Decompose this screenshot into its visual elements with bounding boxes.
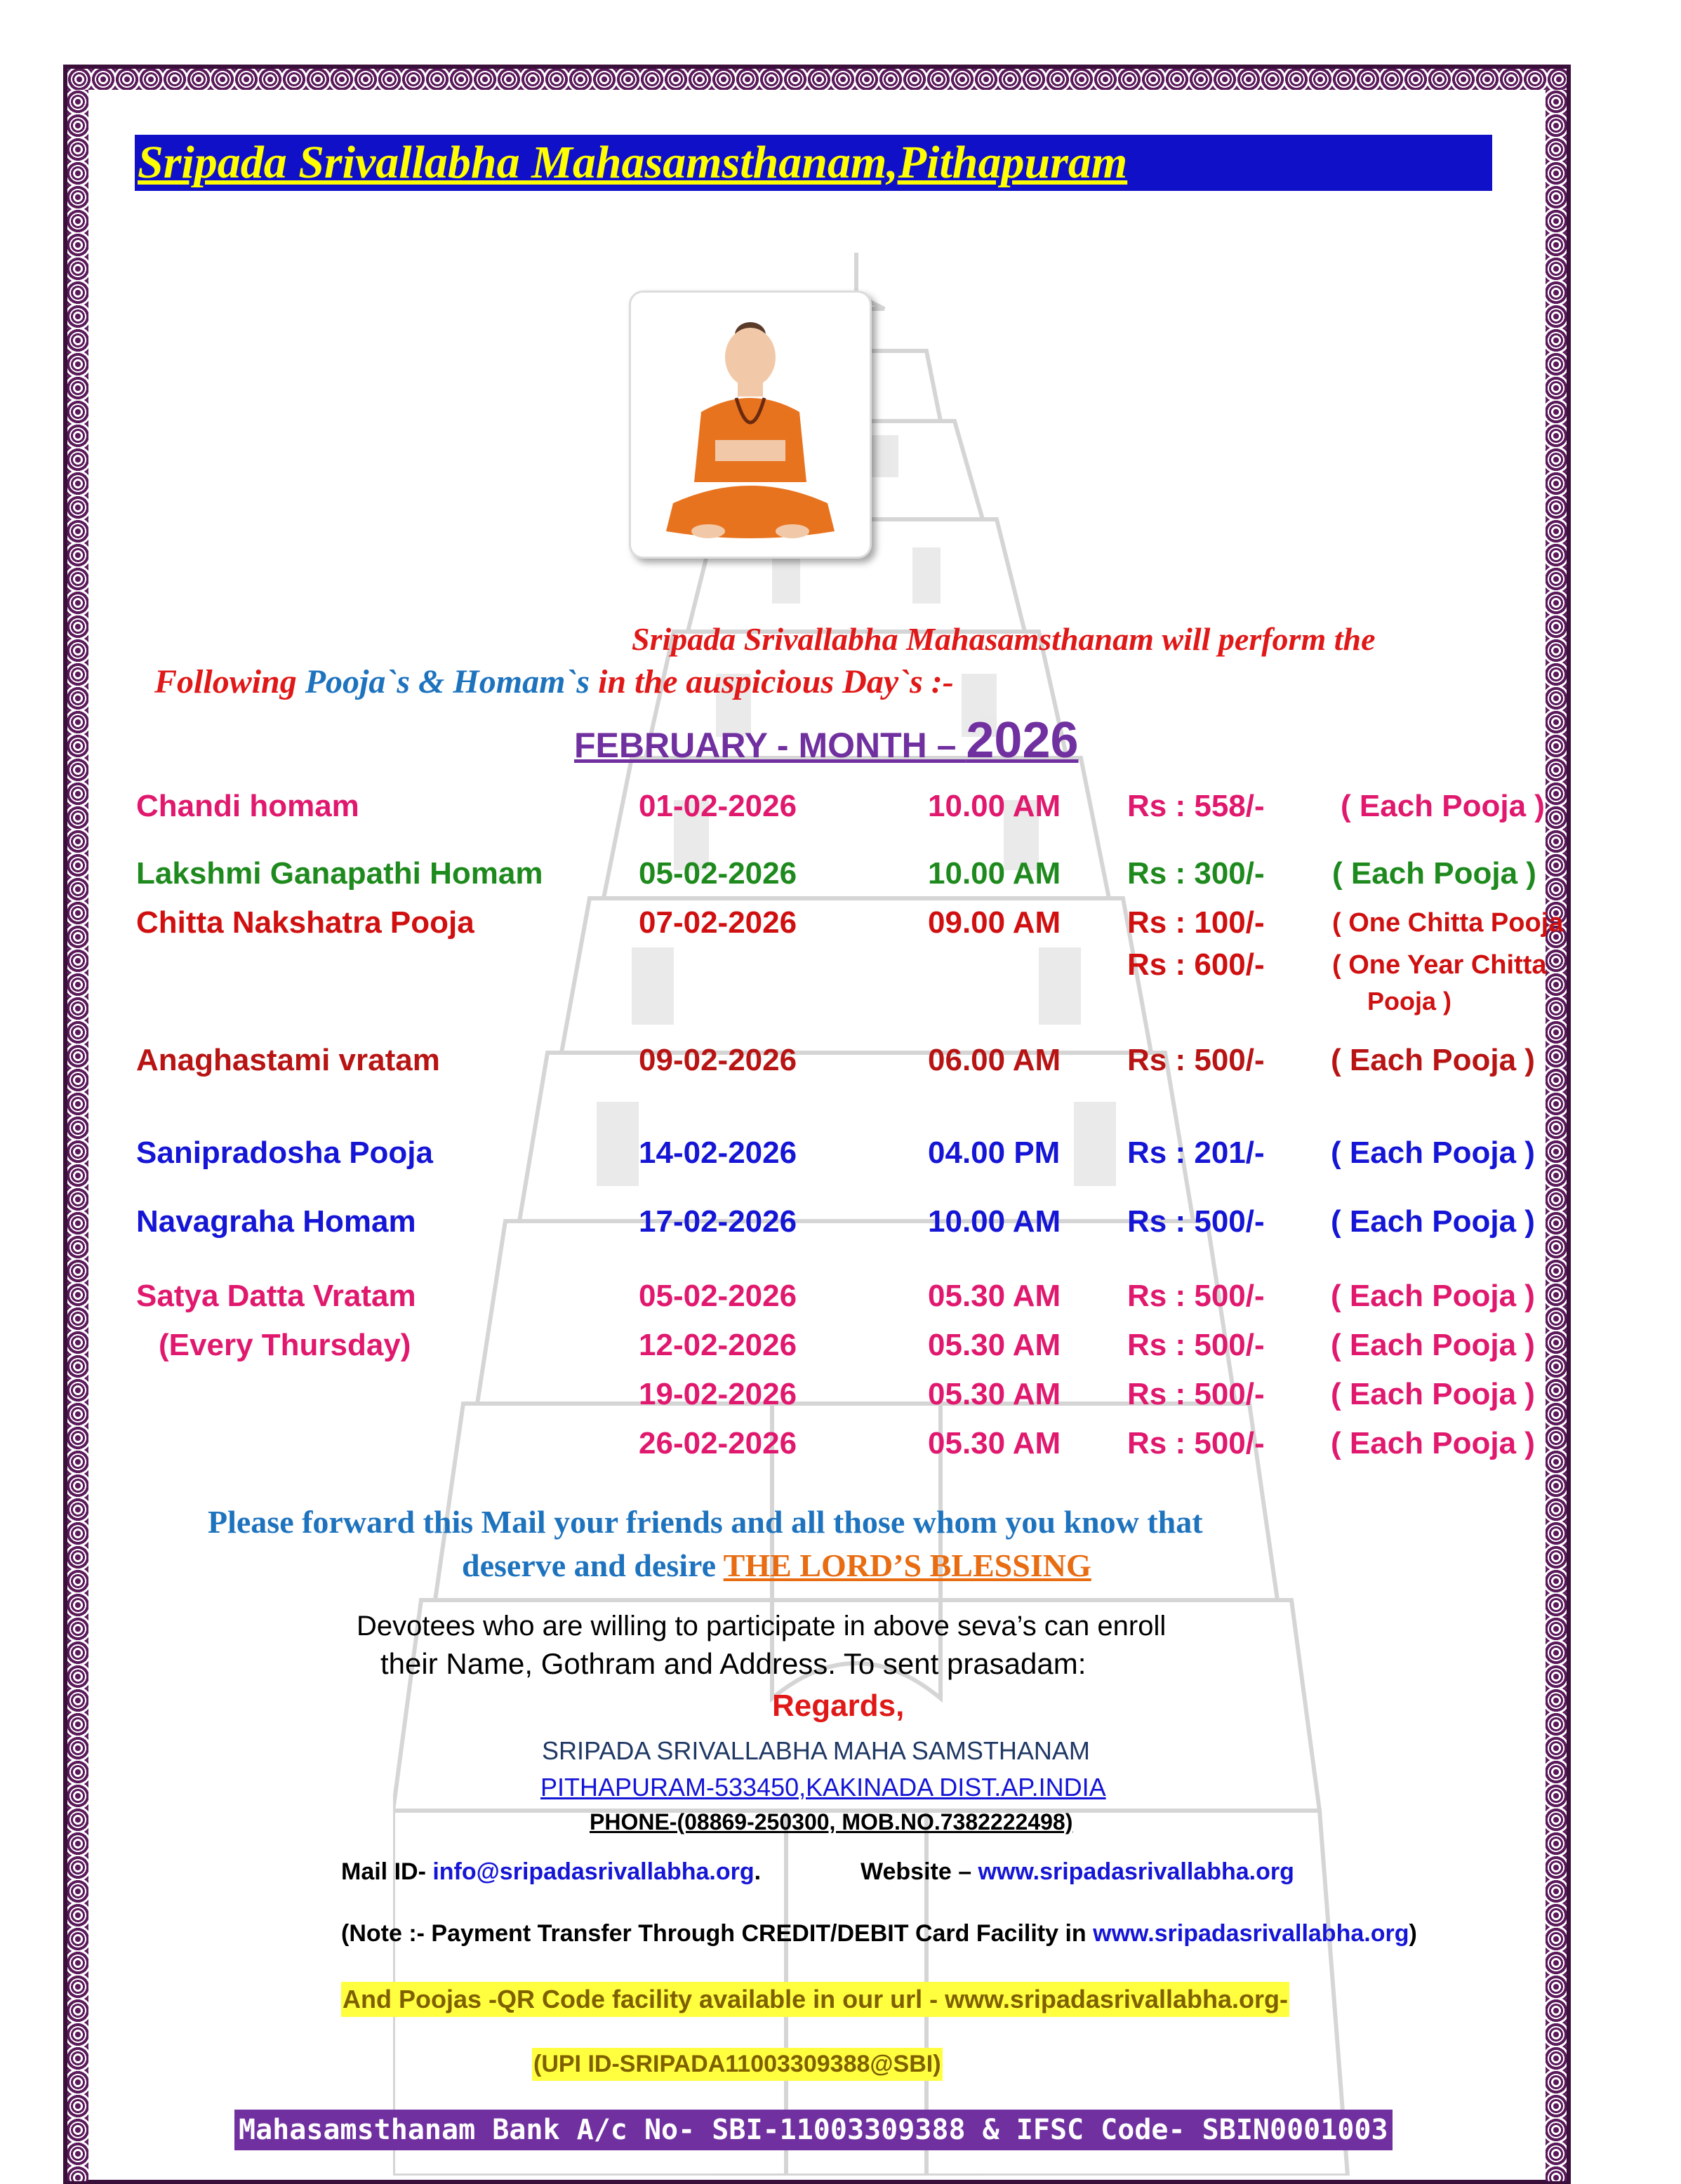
pooja-note: ( Each Pooja ) <box>1332 856 1536 891</box>
devotees-line-2: their Name, Gothram and Address. To sent prasadam: <box>380 1647 1087 1680</box>
schedule-row <box>136 1328 1540 1370</box>
pooja-date: 19-02-2026 <box>639 1377 797 1411</box>
payment-note-link[interactable]: www.sripadasrivallabha.org <box>1093 1920 1409 1947</box>
intro-poojas-homams: Pooja`s & Homam`s <box>305 663 599 700</box>
mail-line <box>341 1858 761 1886</box>
pooja-note: ( Each Pooja ) <box>1331 1426 1535 1460</box>
pooja-time: 10.00 AM <box>928 789 1061 823</box>
schedule-row <box>136 856 1540 898</box>
forward-deserve: deserve and desire <box>462 1547 724 1583</box>
pooja-note: ( Each Pooja ) <box>1331 1043 1535 1077</box>
pooja-price: Rs : 500/- <box>1127 1426 1265 1460</box>
border-pattern-left <box>67 90 88 2181</box>
border-pattern-right <box>1546 90 1567 2181</box>
forward-line-2 <box>208 1544 1485 1587</box>
lords-blessing-link[interactable]: THE LORD’S BLESSING <box>723 1547 1091 1583</box>
pooja-note: ( Each Pooja ) <box>1331 1279 1535 1313</box>
pooja-time: 05.30 AM <box>928 1328 1061 1362</box>
month-label: FEBRUARY - MONTH – <box>574 726 966 765</box>
schedule-row <box>136 1426 1540 1468</box>
pooja-time: 09.00 AM <box>928 905 1061 940</box>
website-line <box>861 1858 1294 1886</box>
pooja-name: Anaghastami vratam <box>136 1043 440 1077</box>
pooja-date: 05-02-2026 <box>639 1279 797 1313</box>
pooja-name: Lakshmi Ganapathi Homam <box>136 856 543 891</box>
pooja-name: (Every Thursday) <box>159 1328 411 1362</box>
pooja-date: 07-02-2026 <box>639 905 797 940</box>
pooja-price: Rs : 300/- <box>1127 856 1265 891</box>
mail-link[interactable]: info@sripadasrivallabha.org <box>432 1858 755 1885</box>
pooja-price: Rs : 500/- <box>1127 1043 1265 1077</box>
schedule-row <box>136 987 1540 1029</box>
page-title: Sripada Srivallabha Mahasamsthanam,Pithapuram <box>135 135 1492 191</box>
schedule-row <box>136 1136 1540 1178</box>
intro-line-1: Sripada Srivallabha Mahasamsthanam will perform the <box>632 621 1376 657</box>
mail-suffix: . <box>754 1858 762 1885</box>
pooja-date: 01-02-2026 <box>639 789 797 823</box>
pooja-date: 12-02-2026 <box>639 1328 797 1362</box>
pooja-note: ( Each Pooja ) <box>1341 789 1545 823</box>
website-label: Website – <box>861 1858 978 1885</box>
organization-phone: PHONE-(08869-250300, MOB.NO.7382222498) <box>590 1809 1073 1835</box>
pooja-date: 14-02-2026 <box>639 1136 797 1170</box>
border-pattern-top <box>67 69 1567 90</box>
website-link[interactable]: www.sripadasrivallabha.org <box>978 1858 1294 1885</box>
pooja-date: 26-02-2026 <box>639 1426 797 1460</box>
schedule-row <box>136 1279 1540 1321</box>
pooja-price: Rs : 558/- <box>1127 789 1265 823</box>
qr-code-note: And Poojas -QR Code facility available in our url - www.sripadasrivallabha.org- <box>341 1982 1289 2017</box>
intro-auspicious-days: in the auspicious Day`s :- <box>598 663 954 700</box>
pooja-date: 17-02-2026 <box>639 1204 797 1239</box>
regards: Regards, <box>772 1689 905 1723</box>
pooja-date: 05-02-2026 <box>639 856 797 891</box>
pooja-note: ( Each Pooja ) <box>1331 1136 1535 1170</box>
pooja-price: Rs : 500/- <box>1127 1377 1265 1411</box>
month-year: 2026 <box>966 712 1079 768</box>
pooja-time: 04.00 PM <box>928 1136 1061 1170</box>
pooja-price: Rs : 500/- <box>1127 1328 1265 1362</box>
pooja-price: Rs : 500/- <box>1127 1204 1265 1239</box>
payment-note-suffix: ) <box>1409 1920 1417 1947</box>
pooja-date: 09-02-2026 <box>639 1043 797 1077</box>
upi-id-note: (UPI ID-SRIPADA11003309388@SBI) <box>532 2048 943 2081</box>
organization-name: SRIPADA SRIVALLABHA MAHA SAMSTHANAM <box>542 1736 1090 1765</box>
intro-following: Following <box>154 663 305 700</box>
pooja-note: ( Each Pooja ) <box>1331 1204 1535 1239</box>
schedule-row <box>136 1043 1540 1085</box>
intro-line-2 <box>154 662 1137 701</box>
forward-message <box>208 1500 1485 1587</box>
deity-photo <box>629 291 872 559</box>
pooja-note: Pooja ) <box>1367 987 1452 1016</box>
mail-label: Mail ID- <box>341 1858 433 1885</box>
pooja-note: ( Each Pooja ) <box>1331 1328 1535 1362</box>
pooja-note: ( One Year Chitta <box>1332 950 1547 980</box>
pooja-price: Rs : 100/- <box>1127 905 1265 940</box>
payment-note <box>341 1920 1417 1947</box>
seated-guru-image <box>631 293 870 557</box>
pooja-time: 05.30 AM <box>928 1426 1061 1460</box>
forward-line-1: Please forward this Mail your friends and all those whom you know that <box>208 1504 1203 1540</box>
organization-address[interactable]: PITHAPURAM-533450,KAKINADA DIST.AP.INDIA <box>540 1773 1106 1802</box>
devotees-note <box>357 1607 1269 1683</box>
pooja-time: 10.00 AM <box>928 856 1061 891</box>
pooja-name: Sanipradosha Pooja <box>136 1136 433 1170</box>
schedule-row <box>136 789 1545 831</box>
pooja-time: 06.00 AM <box>928 1043 1061 1077</box>
pooja-time: 05.30 AM <box>928 1377 1061 1411</box>
schedule-row <box>136 905 1564 947</box>
pooja-price: Rs : 600/- <box>1127 947 1265 982</box>
bank-account-bar: Mahasamsthanam Bank A/c No- SBI-11003309388 & IFSC Code- SBIN0001003 <box>234 2110 1393 2150</box>
pooja-price: Rs : 201/- <box>1127 1136 1265 1170</box>
devotees-line-1: Devotees who are willing to participate in above seva’s can enroll <box>357 1611 1167 1642</box>
pooja-name: Chandi homam <box>136 789 359 823</box>
pooja-note: ( Each Pooja ) <box>1331 1377 1535 1411</box>
pooja-note: ( One Chitta Pooja <box>1332 908 1564 938</box>
month-heading <box>574 712 1079 769</box>
pooja-time: 10.00 AM <box>928 1204 1061 1239</box>
schedule-row <box>136 1204 1540 1246</box>
pooja-price: Rs : 500/- <box>1127 1279 1265 1313</box>
pooja-name: Satya Datta Vratam <box>136 1279 416 1313</box>
pooja-time: 05.30 AM <box>928 1279 1061 1313</box>
pooja-name: Chitta Nakshatra Pooja <box>136 905 474 940</box>
pooja-name: Navagraha Homam <box>136 1204 416 1239</box>
payment-note-prefix: (Note :- Payment Transfer Through CREDIT/DEBIT Card Facility in <box>341 1920 1094 1947</box>
schedule-row <box>136 1377 1540 1419</box>
schedule-row <box>136 947 1547 990</box>
